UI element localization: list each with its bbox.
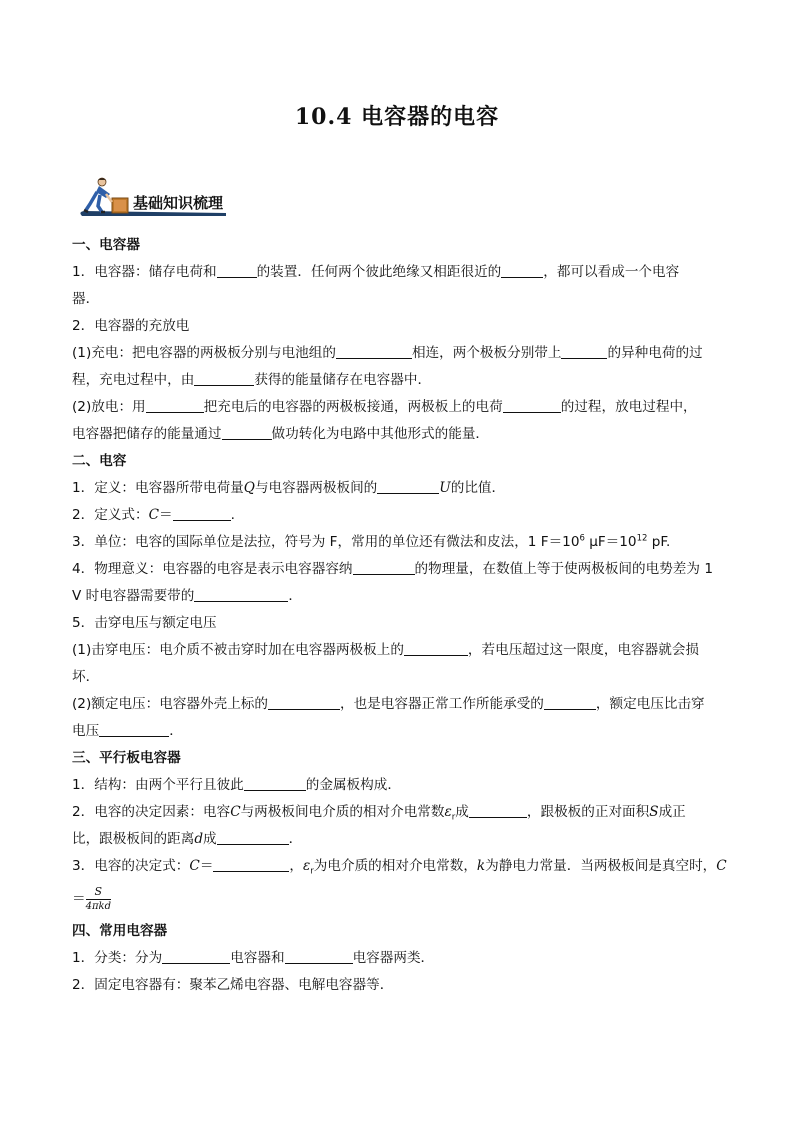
section-badge-label: 基础知识梳理 <box>133 194 224 212</box>
fill-blank[interactable] <box>99 721 169 737</box>
fill-blank[interactable] <box>561 343 607 359</box>
text-span: ，跟极板的正对面积 <box>526 804 650 820</box>
text-span: 的金属板构成． <box>305 777 401 793</box>
text-span: ． <box>288 588 302 604</box>
fill-blank[interactable] <box>244 775 306 791</box>
fill-blank[interactable] <box>268 694 340 710</box>
determining-formula-line <box>72 853 744 880</box>
variable-d: d <box>194 831 204 847</box>
text-span: 程，充电过程中，由 <box>72 372 195 388</box>
text-span: 3．单位：电容的国际单位是法拉，符号为 F，常用的单位还有微法和皮法，1 F＝10 <box>72 534 580 550</box>
variable-c: C <box>230 804 241 820</box>
text-span: ，也是电容器正常工作所能承受的 <box>339 696 544 712</box>
determining-factors-line-cont <box>72 826 744 853</box>
variable-epsilon: ε <box>303 858 311 874</box>
fill-blank[interactable] <box>217 262 257 278</box>
fill-blank[interactable] <box>217 829 289 845</box>
text-span: 为电介质的相对介电常数， <box>313 858 477 874</box>
equals-sign: ＝ <box>72 891 86 907</box>
capacitance-formula-line <box>72 502 744 529</box>
text-span: ． <box>288 831 303 847</box>
section-heading-capacitance: 二、电容 <box>72 453 127 469</box>
variable-c: C <box>716 858 727 874</box>
fill-blank[interactable] <box>285 948 353 964</box>
capacitor-definition-line-cont <box>72 286 744 313</box>
fill-blank[interactable] <box>336 343 412 359</box>
document-title: 10.4 电容器的电容 <box>294 104 500 130</box>
equals-sign: ＝ <box>159 507 173 523</box>
subscript: r <box>310 866 314 877</box>
text-span: 器． <box>72 291 100 307</box>
rated-voltage-line <box>72 691 744 718</box>
text-span: (1)击穿电压：电介质不被击穿时加在电容器两极板上的 <box>72 642 404 658</box>
section-heading-common-capacitors: 四、常用电容器 <box>72 923 168 939</box>
classification-line <box>72 945 744 972</box>
variable-epsilon: ε <box>444 804 452 820</box>
text-span: 电容器和 <box>230 950 285 966</box>
text-span: ，若电压超过这一限度，电容器就会损 <box>467 642 700 658</box>
text-span: 把充电后的电容器的两极板接通，两极板上的电荷 <box>203 399 503 415</box>
exponent: 6 <box>579 533 585 544</box>
text-span: V 时电容器需要带的 <box>72 588 195 604</box>
text-span: 电容器把储存的能量通过 <box>72 426 222 442</box>
discharging-line-cont <box>72 421 744 448</box>
text-span: 电压 <box>72 723 100 739</box>
fill-blank[interactable] <box>404 640 468 656</box>
text-span: 1．定义：电容器所带电荷量 <box>72 480 244 496</box>
section-heading-capacitor: 一、电容器 <box>72 237 140 253</box>
text-span: ． <box>169 723 183 739</box>
charging-line-cont <box>72 367 744 394</box>
text-span: 做功转化为电路中其他形式的能量． <box>271 426 490 442</box>
text-span: 坏． <box>72 669 100 685</box>
text-span: (2)放电：用 <box>72 399 146 415</box>
charging-line <box>72 340 744 367</box>
text-span: μF＝10 <box>584 534 637 550</box>
text-span: 与两极板间电介质的相对介电常数 <box>240 804 445 820</box>
document-body <box>72 232 744 999</box>
breakdown-voltage-line-cont <box>72 664 744 691</box>
text-span: (2)额定电压：电容器外壳上标的 <box>72 696 268 712</box>
text-span: 成 <box>455 804 469 820</box>
text-span: 的异种电荷的过 <box>607 345 703 361</box>
capacitance-unit-line <box>72 529 744 556</box>
fill-blank[interactable] <box>377 478 439 494</box>
text-span: 成 <box>203 831 217 847</box>
physical-meaning-line <box>72 556 744 583</box>
charge-discharge-heading: 2．电容器的充放电 <box>72 318 190 334</box>
text-span: 为静电力常量．当两极板间是真空时， <box>485 858 717 874</box>
variable-s: S <box>649 804 659 820</box>
discharging-line <box>72 394 744 421</box>
vacuum-formula-line <box>72 880 744 918</box>
text-span: pF. <box>647 534 671 550</box>
fraction-numerator: S <box>86 885 111 900</box>
fixed-capacitors-line: 2．固定电容器有：聚苯乙烯电容器、电解电容器等． <box>72 977 394 993</box>
text-span: 2．定义式： <box>72 507 149 523</box>
vacuum-capacitance-fraction <box>86 885 111 913</box>
text-span: ， <box>289 858 303 874</box>
fill-blank[interactable] <box>469 802 527 818</box>
variable-c: C <box>148 507 160 523</box>
capacitor-definition-line <box>72 259 744 286</box>
fill-blank[interactable] <box>501 262 543 278</box>
fill-blank[interactable] <box>222 424 272 440</box>
fill-blank[interactable] <box>503 397 561 413</box>
text-span: ，都可以看成一个电容 <box>543 264 680 280</box>
capacitance-definition-line <box>72 475 744 502</box>
text-span: 的比值． <box>450 480 506 496</box>
subscript: r <box>451 812 456 823</box>
variable-q: Q <box>243 480 255 496</box>
text-span: 的物理量，在数值上等于使两极板间的电势差为 1 <box>414 561 713 577</box>
text-span: (1)充电：把电容器的两极板分别与电池组的 <box>72 345 336 361</box>
fill-blank[interactable] <box>146 397 204 413</box>
text-span: ，额定电压比击穿 <box>595 696 705 712</box>
fill-blank[interactable] <box>213 856 289 872</box>
equals-sign: ＝ <box>199 858 214 874</box>
breakdown-voltage-line <box>72 637 744 664</box>
text-span: 1．分类：分为 <box>72 950 163 966</box>
physical-meaning-line-cont <box>72 583 744 610</box>
fill-blank[interactable] <box>194 586 288 602</box>
text-span: 电容器两类． <box>352 950 435 966</box>
text-span: 获得的能量储存在电容器中． <box>254 372 432 388</box>
text-span: 与电容器两极板间的 <box>254 480 378 496</box>
text-span: 2．电容的决定因素：电容 <box>72 804 231 820</box>
variable-k: k <box>476 858 486 874</box>
text-span: 的过程，放电过程中， <box>560 399 697 415</box>
exponent: 12 <box>636 533 648 544</box>
fill-blank[interactable] <box>162 948 230 964</box>
text-span: 成正 <box>658 804 686 820</box>
voltage-heading: 5．击穿电压与额定电压 <box>72 615 217 631</box>
determining-factors-line <box>72 799 744 826</box>
variable-u: U <box>439 480 451 496</box>
structure-line <box>72 772 744 799</box>
rated-voltage-line-cont <box>72 718 744 745</box>
text-span: 1．电容器：储存电荷和 <box>72 264 217 280</box>
text-span: 3．电容的决定式： <box>72 858 190 874</box>
fraction-denominator: 4πkd <box>85 901 111 912</box>
text-span: 4．物理意义：电容器的电容是表示电容器容纳 <box>72 561 353 577</box>
text-span: 的装置．任何两个彼此绝缘又相距很近的 <box>256 264 502 280</box>
fill-blank[interactable] <box>544 694 596 710</box>
text-span: 比，跟极板间的距离 <box>72 831 195 847</box>
fill-blank[interactable] <box>194 370 254 386</box>
section-heading-parallel-plate: 三、平行板电容器 <box>72 750 181 766</box>
text-span: 1．结构：由两个平行且彼此 <box>72 777 244 793</box>
fill-blank[interactable] <box>173 505 231 521</box>
fill-blank[interactable] <box>353 559 415 575</box>
text-span: 相连，两个极板分别带上 <box>411 345 562 361</box>
text-span: . <box>230 507 235 523</box>
variable-c: C <box>189 858 200 874</box>
